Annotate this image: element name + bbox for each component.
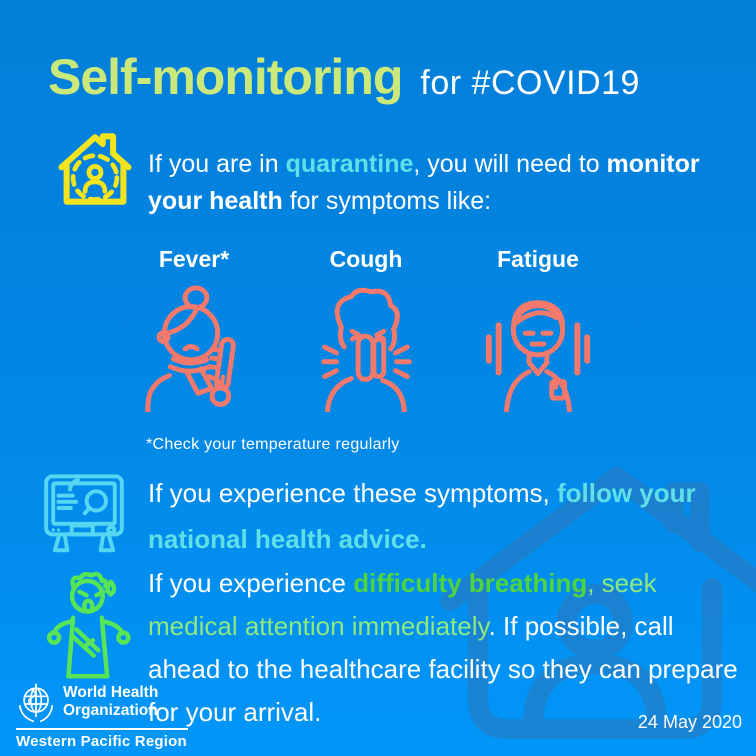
tv-news-icon xyxy=(40,462,128,561)
difficulty-breathing-icon xyxy=(46,570,136,680)
intro-mid: , you will need to xyxy=(413,150,607,178)
who-region: Western Pacific Region xyxy=(16,733,187,750)
house-quarantine-icon xyxy=(52,124,138,214)
intro-pre: If you are in xyxy=(148,150,286,178)
advice2-pre: If you experience xyxy=(148,568,354,598)
title-main: Self-monitoring xyxy=(48,49,403,105)
page-title xyxy=(48,48,640,106)
symptom-fatigue xyxy=(452,246,624,412)
cough-icon xyxy=(310,282,422,412)
media-advice-text xyxy=(148,470,726,562)
fever-icon xyxy=(138,282,250,412)
who-name-line2: Organization xyxy=(63,701,158,719)
who-logo xyxy=(16,682,188,750)
symptom-fever xyxy=(108,246,280,412)
intro-post: for symptoms like: xyxy=(282,187,492,215)
advice1-highlight: follow your national health advice. xyxy=(148,478,703,554)
title-suffix: for #COVID19 xyxy=(420,64,640,102)
intro-text xyxy=(148,146,726,220)
fatigue-icon xyxy=(479,282,597,412)
who-name xyxy=(63,682,158,719)
who-name-line1: World Health xyxy=(63,684,159,701)
symptom-cough-label: Cough xyxy=(329,246,403,272)
advice2-post: . If possible, call ahead to the healthcare facility so they can prepare for your arrival. xyxy=(148,611,745,727)
breathing-advice-text xyxy=(148,562,744,734)
who-emblem-icon xyxy=(16,682,58,724)
symptoms-row xyxy=(108,246,624,412)
temperature-footnote: *Check your temperature regularly xyxy=(146,436,400,453)
who-divider xyxy=(16,728,188,730)
intro-quarantine-highlight: quarantine xyxy=(285,150,414,178)
symptom-fatigue-label: Fatigue xyxy=(497,246,579,272)
symptom-fever-label: Fever* xyxy=(158,246,230,272)
advice2-light-green: , seek medical attention immediately xyxy=(148,568,664,641)
intro-monitor-bold: monitor your health xyxy=(148,150,707,215)
publish-date: 24 May 2020 xyxy=(637,712,742,732)
symptom-cough xyxy=(280,246,452,412)
advice1-pre: If you experience these symptoms, xyxy=(148,478,557,508)
advice2-bold-green: difficulty breathing xyxy=(353,568,588,598)
